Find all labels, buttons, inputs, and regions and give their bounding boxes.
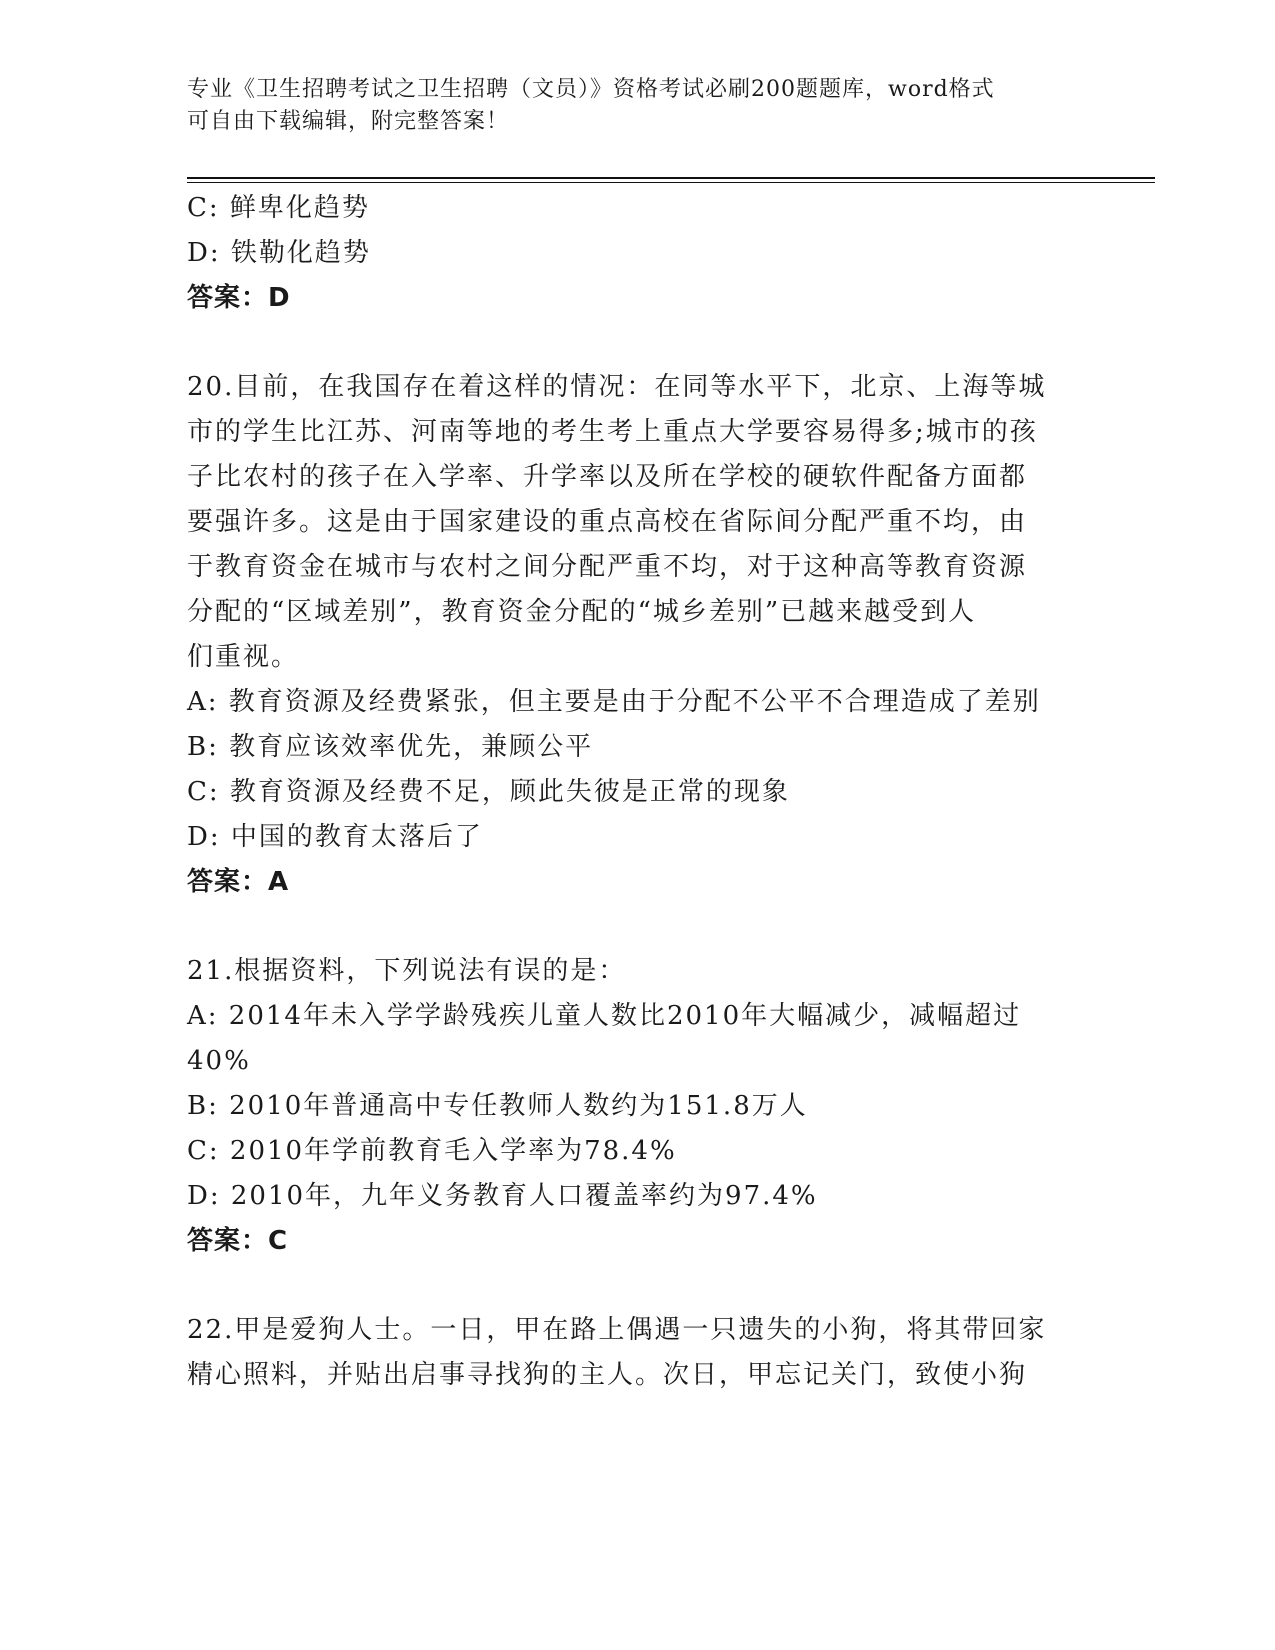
option-d: D: 2010年，九年义务教育人口覆盖率约为97.4% [187,1181,818,1211]
option-c: C: 2010年学前教育毛入学率为78.4% [187,1136,677,1166]
option-c: C: 鲜卑化趋势 [187,193,370,223]
question-stem-line: 20.目前，在我国存在着这样的情况：在同等水平下，北京、上海等城 [187,372,1047,402]
header-line-2: 可自由下载编辑，附完整答案！ [187,109,510,134]
option-d: D: 中国的教育太落后了 [187,822,483,852]
option-b: B: 教育应该效率优先，兼顾公平 [187,732,594,762]
question-19-tail [187,186,1087,321]
option-a: A: 2014年未入学学龄残疾儿童人数比2010年大幅减少，减幅超过 [187,1001,1022,1031]
answer-line: 答案：D [187,283,291,313]
question-stem-line: 于教育资金在城市与农村之间分配严重不均，对于这种高等教育资源 [187,552,1028,582]
question-stem-line: 市的学生比江苏、河南等地的考生考上重点大学要容易得多;城市的孩 [187,417,1038,447]
question-stem-line: 子比农村的孩子在入学率、升学率以及所在学校的硬软件配备方面都 [187,462,1028,492]
option-b: B: 2010年普通高中专任教师人数约为151.8万人 [187,1091,808,1121]
question-spacer [187,905,1087,949]
header-divider-thick [187,177,1155,179]
document-body [187,186,1087,1398]
header-line-1: 专业《卫生招聘考试之卫生招聘（文员）》资格考试必刷200题题库，word格式 [187,77,995,102]
option-c: C: 教育资源及经费不足，顾此失彼是正常的现象 [187,777,790,807]
question-stem-line: 22.甲是爱狗人士。一日，甲在路上偶遇一只遗失的小狗，将其带回家 [187,1315,1047,1345]
header-divider-thin [187,182,1155,183]
question-stem-line: 们重视。 [187,642,300,672]
question-spacer [187,1264,1087,1308]
question-stem-line: 分配的“区域差别”，教育资金分配的“城乡差别”已越来越受到人 [187,597,977,627]
option-d: D: 铁勒化趋势 [187,238,371,268]
document-header [187,74,1067,138]
option-a-continued: 40% [187,1046,251,1076]
question-22 [187,1308,1087,1398]
question-20 [187,365,1087,905]
option-a: A: 教育资源及经费紧张，但主要是由于分配不公平不合理造成了差别 [187,687,1041,717]
answer-line: 答案：A [187,867,290,897]
question-spacer [187,321,1087,365]
answer-line: 答案：C [187,1226,289,1256]
question-stem-line: 21.根据资料，下列说法有误的是： [187,956,627,986]
question-21 [187,949,1087,1264]
question-stem-line: 精心照料，并贴出启事寻找狗的主人。次日，甲忘记关门，致使小狗 [187,1360,1028,1390]
question-stem-line: 要强许多。这是由于国家建设的重点高校在省际间分配严重不均，由 [187,507,1028,537]
